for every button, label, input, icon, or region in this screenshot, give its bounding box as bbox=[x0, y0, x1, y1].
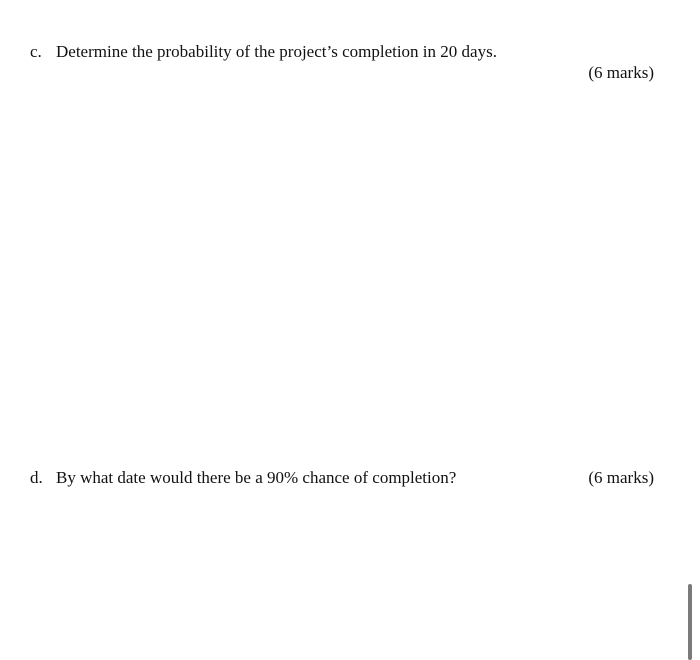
question-c-marks: (6 marks) bbox=[588, 63, 654, 82]
question-c-text: Determine the probability of the project’s completion in 20 days. bbox=[56, 42, 497, 61]
question-d-marks: (6 marks) bbox=[588, 468, 654, 487]
question-d-text: By what date would there be a 90% chance of completion? bbox=[56, 468, 457, 487]
question-c-letter: c. bbox=[30, 42, 42, 61]
question-d-letter: d. bbox=[30, 468, 43, 487]
question-c bbox=[30, 42, 497, 62]
scrollbar-thumb[interactable] bbox=[688, 584, 692, 660]
question-d bbox=[30, 468, 456, 488]
